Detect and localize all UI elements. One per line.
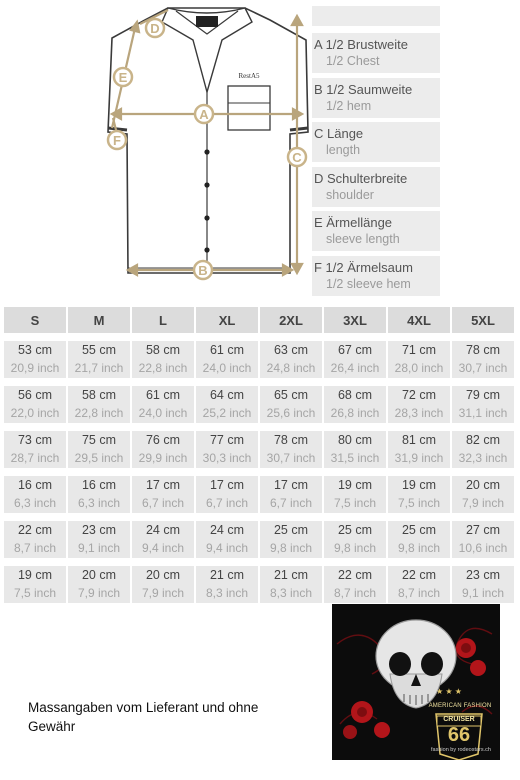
spacer-cell — [388, 333, 450, 341]
spacer-cell — [196, 468, 258, 476]
inch-cell: 29,5 inch — [68, 449, 130, 468]
cm-cell: 77 cm — [196, 431, 258, 449]
cm-cell: 80 cm — [324, 431, 386, 449]
inch-cell: 7,5 inch — [324, 494, 386, 513]
table-row-inch — [4, 449, 514, 468]
spacer-cell — [4, 558, 66, 566]
table-row-inch — [4, 359, 514, 378]
marker-d — [146, 19, 164, 37]
inch-cell: 6,7 inch — [196, 494, 258, 513]
disclaimer-text: Massangaben vom Lieferant und ohne Gewähr — [28, 700, 259, 734]
cm-cell: 22 cm — [4, 521, 66, 539]
spacer-cell — [388, 468, 450, 476]
spacer-cell — [196, 513, 258, 521]
size-header: M — [68, 307, 130, 333]
cm-cell: 58 cm — [132, 341, 194, 359]
legend-label: B 1/2 Saumweite — [314, 81, 413, 97]
size-header: L — [132, 307, 194, 333]
inch-cell: 6,3 inch — [68, 494, 130, 513]
table-row-cm — [4, 476, 514, 494]
inch-cell: 9,4 inch — [132, 539, 194, 558]
size-header: 5XL — [452, 307, 514, 333]
table-row-cm — [4, 566, 514, 584]
cm-cell: 23 cm — [68, 521, 130, 539]
legend-label: A 1/2 Brustweite — [314, 37, 408, 52]
spacer-cell — [4, 378, 66, 386]
spacer-cell — [196, 423, 258, 431]
spacer-cell — [68, 423, 130, 431]
spacer-cell — [452, 333, 514, 341]
cm-cell: 56 cm — [4, 386, 66, 404]
spacer-cell — [388, 513, 450, 521]
spacer-cell — [196, 378, 258, 386]
inch-cell: 8,7 inch — [4, 539, 66, 558]
shirt-button — [204, 247, 209, 252]
inch-cell: 9,1 inch — [452, 584, 514, 603]
legend-item-e — [312, 211, 440, 251]
inch-cell: 9,1 inch — [68, 539, 130, 558]
inch-cell: 6,7 inch — [260, 494, 322, 513]
spacer-cell — [324, 468, 386, 476]
spacer-cell — [132, 513, 194, 521]
svg-text:C: C — [292, 150, 302, 165]
cm-cell: 63 cm — [260, 341, 322, 359]
spacer-cell — [324, 558, 386, 566]
cm-cell: 64 cm — [196, 386, 258, 404]
cm-cell: 78 cm — [260, 431, 322, 449]
spacer-cell — [388, 378, 450, 386]
inch-cell: 30,7 inch — [260, 449, 322, 468]
cm-cell: 17 cm — [260, 476, 322, 494]
measurement-legend — [312, 6, 440, 300]
row-spacer — [4, 513, 514, 521]
spacer-cell — [68, 378, 130, 386]
row-spacer — [4, 558, 514, 566]
inch-cell: 31,5 inch — [324, 449, 386, 468]
legend-label: D Schulterbreite — [314, 170, 408, 186]
spacer-cell — [260, 468, 322, 476]
shirt-button — [204, 149, 209, 154]
cm-cell: 67 cm — [324, 341, 386, 359]
inch-cell: 24,8 inch — [260, 359, 322, 378]
svg-text:A: A — [199, 107, 209, 122]
inch-cell: 26,4 inch — [324, 359, 386, 378]
svg-text:D: D — [150, 21, 160, 36]
spacer-cell — [324, 423, 386, 431]
spacer-cell — [324, 333, 386, 341]
inch-cell: 24,0 inch — [132, 404, 194, 423]
legend-sublabel: 1/2 Chest — [326, 54, 380, 68]
cm-cell: 16 cm — [68, 476, 130, 494]
inch-cell: 8,7 inch — [324, 584, 386, 603]
collar-tag — [196, 16, 218, 27]
inch-cell: 26,8 inch — [324, 404, 386, 423]
cm-cell: 61 cm — [132, 386, 194, 404]
row-spacer — [4, 378, 514, 386]
inch-cell: 28,0 inch — [388, 359, 450, 378]
spacer-cell — [452, 558, 514, 566]
row-spacer — [4, 333, 514, 341]
cm-cell: 17 cm — [196, 476, 258, 494]
legend-sublabel: shoulder — [326, 187, 374, 202]
svg-text:E: E — [118, 70, 128, 85]
logo-line1: AMERICAN FASHION — [428, 703, 492, 709]
logo-number: 66 — [447, 724, 471, 746]
size-header: S — [4, 307, 66, 333]
cm-cell: 73 cm — [4, 431, 66, 449]
cm-cell: 20 cm — [68, 566, 130, 584]
spacer-cell — [4, 513, 66, 521]
chest-pocket — [228, 86, 270, 130]
legend-label: E Ärmellänge — [314, 215, 393, 230]
cm-cell: 78 cm — [452, 341, 514, 359]
table-row-cm — [4, 341, 514, 359]
cm-cell: 81 cm — [388, 431, 450, 449]
legend-item-c — [312, 122, 440, 162]
spacer-cell — [452, 423, 514, 431]
size-header-row — [4, 307, 514, 333]
cm-cell: 19 cm — [4, 566, 66, 584]
marker-e — [114, 68, 132, 86]
table-row-cm — [4, 431, 514, 449]
spacer-cell — [452, 468, 514, 476]
spacer-cell — [68, 558, 130, 566]
spacer-cell — [68, 468, 130, 476]
size-header: 3XL — [324, 307, 386, 333]
spacer-cell — [452, 378, 514, 386]
inch-cell: 22,0 inch — [4, 404, 66, 423]
cm-cell: 76 cm — [132, 431, 194, 449]
svg-text:★ ★ ★: ★ ★ ★ — [436, 687, 462, 696]
table-row-inch — [4, 494, 514, 513]
cm-cell: 22 cm — [324, 566, 386, 584]
cm-cell: 19 cm — [324, 476, 386, 494]
inch-cell: 20,9 inch — [4, 359, 66, 378]
legend-item-d — [312, 167, 440, 207]
cm-cell: 19 cm — [388, 476, 450, 494]
spacer-cell — [132, 468, 194, 476]
spacer-cell — [68, 513, 130, 521]
inch-cell: 30,3 inch — [196, 449, 258, 468]
cm-cell: 21 cm — [196, 566, 258, 584]
spacer-cell — [260, 558, 322, 566]
cm-cell: 24 cm — [196, 521, 258, 539]
table-row-inch — [4, 404, 514, 423]
cm-cell: 25 cm — [388, 521, 450, 539]
inch-cell: 9,4 inch — [196, 539, 258, 558]
shirt-diagram — [0, 0, 310, 290]
inch-cell: 7,9 inch — [68, 584, 130, 603]
inch-cell: 30,7 inch — [452, 359, 514, 378]
cm-cell: 79 cm — [452, 386, 514, 404]
svg-text:F: F — [113, 133, 121, 148]
cm-cell: 20 cm — [452, 476, 514, 494]
spacer-cell — [324, 378, 386, 386]
inch-cell: 10,6 inch — [452, 539, 514, 558]
size-table-body — [4, 333, 514, 603]
spacer-cell — [260, 333, 322, 341]
cm-cell: 55 cm — [68, 341, 130, 359]
inch-cell: 32,3 inch — [452, 449, 514, 468]
cm-cell: 25 cm — [324, 521, 386, 539]
inch-cell: 9,8 inch — [260, 539, 322, 558]
size-table — [2, 307, 516, 603]
table-row-inch — [4, 584, 514, 603]
inch-cell: 9,8 inch — [324, 539, 386, 558]
inch-cell: 31,1 inch — [452, 404, 514, 423]
marker-b — [194, 261, 212, 279]
spacer-cell — [132, 558, 194, 566]
inch-cell: 6,3 inch — [4, 494, 66, 513]
cm-cell: 72 cm — [388, 386, 450, 404]
logo-line2: CRUISER — [443, 716, 475, 723]
cm-cell: 16 cm — [4, 476, 66, 494]
inch-cell: 22,8 inch — [132, 359, 194, 378]
spacer-cell — [196, 558, 258, 566]
spacer-cell — [4, 423, 66, 431]
table-row-inch — [4, 539, 514, 558]
inch-cell: 31,9 inch — [388, 449, 450, 468]
legend-label: C Länge — [314, 126, 364, 141]
spacer-cell — [388, 423, 450, 431]
cm-cell: 20 cm — [132, 566, 194, 584]
spacer-cell — [132, 378, 194, 386]
spacer-cell — [452, 513, 514, 521]
inch-cell: 8,3 inch — [196, 584, 258, 603]
spacer-cell — [132, 423, 194, 431]
cm-cell: 17 cm — [132, 476, 194, 494]
brand-logo — [332, 604, 500, 760]
table-row-cm — [4, 386, 514, 404]
legend-blank-row — [312, 6, 440, 26]
cm-cell: 58 cm — [68, 386, 130, 404]
spacer-cell — [260, 513, 322, 521]
size-header: 4XL — [388, 307, 450, 333]
pocket-embroidery: RestA5 — [238, 72, 260, 80]
cm-cell: 71 cm — [388, 341, 450, 359]
row-spacer — [4, 468, 514, 476]
inch-cell: 28,3 inch — [388, 404, 450, 423]
size-header: 2XL — [260, 307, 322, 333]
inch-cell: 21,7 inch — [68, 359, 130, 378]
spacer-cell — [68, 333, 130, 341]
spacer-cell — [260, 423, 322, 431]
cm-cell: 61 cm — [196, 341, 258, 359]
cm-cell: 25 cm — [260, 521, 322, 539]
inch-cell: 24,0 inch — [196, 359, 258, 378]
cm-cell: 22 cm — [388, 566, 450, 584]
marker-c — [288, 148, 306, 166]
inch-cell: 6,7 inch — [132, 494, 194, 513]
legend-sublabel: length — [326, 143, 361, 157]
spacer-cell — [324, 513, 386, 521]
inch-cell: 8,7 inch — [388, 584, 450, 603]
cm-cell: 75 cm — [68, 431, 130, 449]
spacer-cell — [196, 333, 258, 341]
inch-cell: 25,6 inch — [260, 404, 322, 423]
legend-sublabel: 1/2 hem — [326, 98, 372, 113]
spacer-cell — [4, 333, 66, 341]
inch-cell: 29,9 inch — [132, 449, 194, 468]
shirt-button — [204, 182, 209, 187]
spacer-cell — [260, 378, 322, 386]
legend-item-a — [312, 33, 440, 73]
marker-a — [195, 105, 213, 123]
inch-cell: 22,8 inch — [68, 404, 130, 423]
size-header: XL — [196, 307, 258, 333]
cm-cell: 23 cm — [452, 566, 514, 584]
cm-cell: 53 cm — [4, 341, 66, 359]
cm-cell: 68 cm — [324, 386, 386, 404]
svg-text:B: B — [198, 263, 208, 278]
cm-cell: 27 cm — [452, 521, 514, 539]
legend-item-b — [312, 78, 440, 118]
marker-f — [108, 131, 126, 149]
cm-cell: 65 cm — [260, 386, 322, 404]
legend-item-f — [312, 256, 440, 296]
inch-cell: 7,5 inch — [4, 584, 66, 603]
table-row-cm — [4, 521, 514, 539]
logo-footer: fashion by rodeostars.ch — [431, 747, 491, 753]
inch-cell: 28,7 inch — [4, 449, 66, 468]
cm-cell: 24 cm — [132, 521, 194, 539]
inch-cell: 8,3 inch — [260, 584, 322, 603]
spacer-cell — [388, 558, 450, 566]
row-spacer — [4, 423, 514, 431]
inch-cell: 9,8 inch — [388, 539, 450, 558]
inch-cell: 7,5 inch — [388, 494, 450, 513]
shirt-button — [204, 215, 209, 220]
spacer-cell — [132, 333, 194, 341]
spacer-cell — [4, 468, 66, 476]
inch-cell: 25,2 inch — [196, 404, 258, 423]
inch-cell: 7,9 inch — [132, 584, 194, 603]
inch-cell: 7,9 inch — [452, 494, 514, 513]
legend-sublabel: sleeve length — [326, 232, 400, 246]
cm-cell: 21 cm — [260, 566, 322, 584]
legend-sublabel: 1/2 sleeve hem — [326, 276, 411, 291]
cm-cell: 82 cm — [452, 431, 514, 449]
legend-label: F 1/2 Ärmelsaum — [314, 259, 413, 275]
